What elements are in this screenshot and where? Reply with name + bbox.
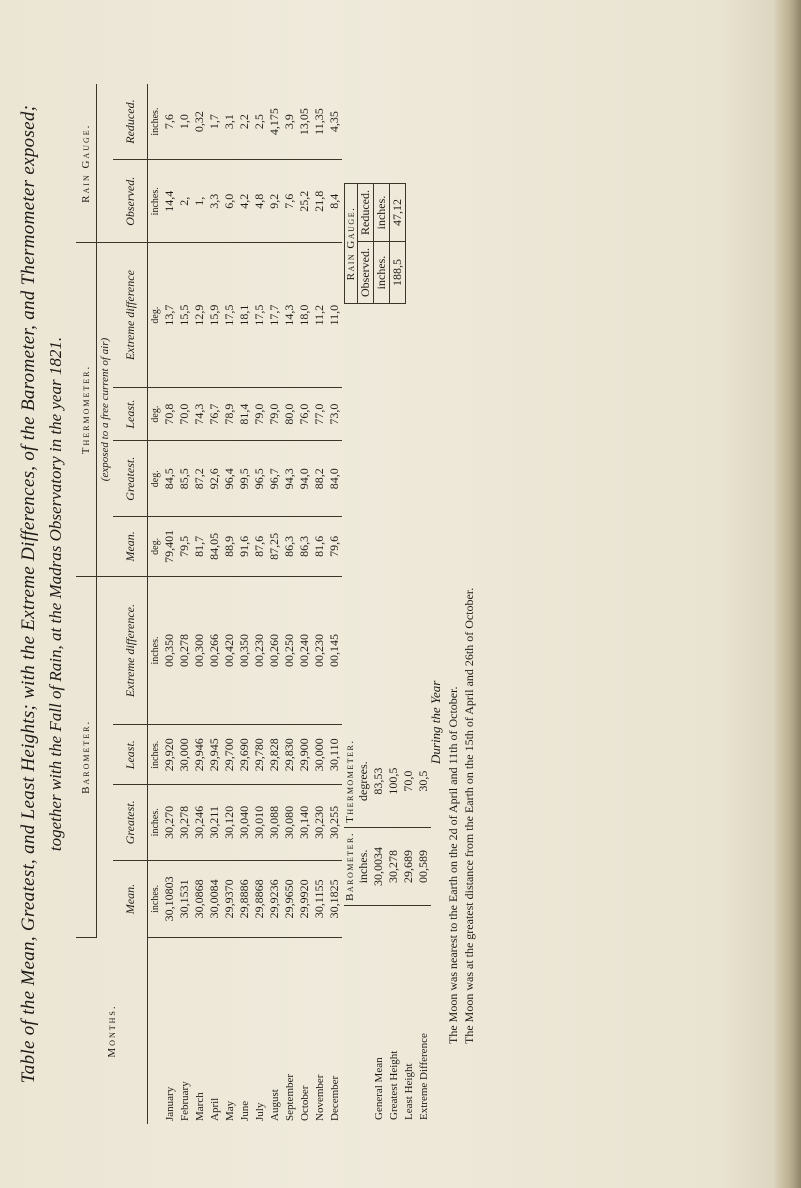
month-cell: June <box>238 1100 251 1121</box>
value-cell-r-obs: 4,8 <box>252 160 267 243</box>
value-cell-r-obs: 2, <box>177 160 192 243</box>
rain-observed-total: 188,5 <box>390 242 406 304</box>
value-cell-b-mean: 29,8886 <box>237 860 252 937</box>
value-cell-t-greatest: 88,2 <box>312 441 327 517</box>
observations-table <box>76 84 342 1124</box>
value-cell-t-greatest: 84,5 <box>162 441 177 517</box>
value-cell-b-diff: 00,145 <box>327 576 342 725</box>
value-cell-b-least: 30,000 <box>312 725 327 785</box>
value-cell-b-diff: 00,260 <box>267 576 282 725</box>
value-cell-t-mean: 79,6 <box>327 517 342 577</box>
unit-label: degrees. <box>356 735 371 827</box>
value-cell-t-greatest: 99,5 <box>237 441 252 517</box>
month-cell: December <box>328 1075 341 1121</box>
value-cell-b-diff: 00,230 <box>312 576 327 725</box>
value-cell-t-diff: 15,5 <box>177 243 192 387</box>
value-cell-r-obs: 25,2 <box>297 160 312 243</box>
rain-summary-header: Rain Gauge. <box>345 184 358 304</box>
summary-label: Least Height <box>402 1063 415 1120</box>
value-cell-b-least: 29,700 <box>222 725 237 785</box>
value-cell-t-diff: 13,7 <box>162 243 177 387</box>
summary-barometer-value: 30,278 <box>386 827 401 905</box>
value-cell-b-diff: 00,300 <box>192 576 207 725</box>
value-cell-r-obs: 21,8 <box>312 160 327 243</box>
unit-label: inches. <box>374 184 390 242</box>
value-cell-b-mean: 30,1531 <box>177 860 192 937</box>
table-row <box>297 84 312 1124</box>
value-cell-b-mean: 30,1155 <box>312 860 327 937</box>
value-cell-t-mean: 91,6 <box>237 517 252 577</box>
value-cell-r-obs: 1, <box>192 160 207 243</box>
table-row <box>162 84 177 1124</box>
value-cell-b-diff: 00,420 <box>222 576 237 725</box>
value-cell-t-least: 73,0 <box>327 387 342 441</box>
value-cell-b-greatest: 30,211 <box>207 784 222 860</box>
value-cell-b-diff: 00,266 <box>207 576 222 725</box>
value-cell-t-greatest: 96,5 <box>252 441 267 517</box>
t-least-header: Least. <box>113 387 148 441</box>
value-cell-b-greatest: 30,040 <box>237 784 252 860</box>
value-cell-b-mean: 29,9650 <box>282 860 297 937</box>
value-cell-t-diff: 14,3 <box>282 243 297 387</box>
month-cell: September <box>283 1073 296 1121</box>
value-cell-b-diff: 00,250 <box>282 576 297 725</box>
value-cell-t-greatest: 87,2 <box>192 441 207 517</box>
month-cell: April <box>208 1097 221 1121</box>
unit-label: inches. <box>148 576 163 725</box>
unit-label: deg. <box>148 441 163 517</box>
value-cell-t-mean: 81,7 <box>192 517 207 577</box>
value-cell-r-red: 3,9 <box>282 84 297 160</box>
value-cell-b-greatest: 30,120 <box>222 784 237 860</box>
summary-barometer-value: 30,0034 <box>371 827 386 905</box>
table-subtitle: together with the Fall of Rain, at the Madras Observatory in the year 1821. <box>46 336 65 852</box>
value-cell-t-greatest: 94,3 <box>282 441 297 517</box>
value-cell-t-diff: 17,5 <box>222 243 237 387</box>
summary-barometer-value: 29,689 <box>401 827 416 905</box>
unit-label: inches. <box>356 827 371 905</box>
value-cell-b-least: 29,900 <box>297 725 312 785</box>
summary-thermometer-value: 100,5 <box>386 735 401 827</box>
summary-row <box>386 735 401 1124</box>
unit-label: inches. <box>148 784 163 860</box>
value-cell-b-mean: 30,0084 <box>207 860 222 937</box>
value-cell-b-greatest: 30,255 <box>327 784 342 860</box>
value-cell-b-diff: 00,278 <box>177 576 192 725</box>
value-cell-t-greatest: 84,0 <box>327 441 342 517</box>
value-cell-t-mean: 79,401 <box>162 517 177 577</box>
summary-row <box>401 735 416 1124</box>
value-cell-b-mean: 30,0868 <box>192 860 207 937</box>
value-cell-b-least: 29,830 <box>282 725 297 785</box>
value-cell-t-mean: 84,05 <box>207 517 222 577</box>
value-cell-t-diff: 18,0 <box>297 243 312 387</box>
value-cell-t-diff: 11,2 <box>312 243 327 387</box>
rain-gauge-header: Rain Gauge. <box>76 84 97 243</box>
value-cell-t-least: 77,0 <box>312 387 327 441</box>
table-row <box>222 84 237 1124</box>
value-cell-b-least: 30,000 <box>177 725 192 785</box>
value-cell-r-obs: 14,4 <box>162 160 177 243</box>
summary-thermometer-value: 30,5 <box>416 735 431 827</box>
value-cell-t-least: 79,0 <box>252 387 267 441</box>
value-cell-t-mean: 86,3 <box>282 517 297 577</box>
summary-label: Extreme Difference <box>417 1033 430 1120</box>
barometer-header: Barometer. <box>76 576 97 937</box>
t-diff-header: Extreme difference <box>113 243 148 387</box>
summary-thermometer-header: Thermometer. <box>344 735 356 827</box>
value-cell-t-mean: 87,25 <box>267 517 282 577</box>
value-cell-r-red: 1,0 <box>177 84 192 160</box>
table-row <box>267 84 282 1124</box>
b-mean-header: Mean. <box>113 860 148 937</box>
rotated-table-area <box>10 24 770 1164</box>
summary-label: General Mean <box>372 1057 385 1120</box>
rain-observed-header: Observed. <box>358 242 374 304</box>
unit-label: inches. <box>374 242 390 304</box>
value-cell-r-red: 0,32 <box>192 84 207 160</box>
table-row <box>312 84 327 1124</box>
value-cell-t-mean: 79,5 <box>177 517 192 577</box>
month-cell: March <box>193 1092 206 1121</box>
value-cell-r-obs: 9,2 <box>267 160 282 243</box>
value-cell-t-diff: 11,0 <box>327 243 342 387</box>
r-reduced-header: Reduced. <box>113 84 148 160</box>
value-cell-r-red: 4,35 <box>327 84 342 160</box>
t-mean-header: Mean. <box>113 517 148 577</box>
unit-label: inches. <box>148 160 163 243</box>
value-cell-b-least: 29,690 <box>237 725 252 785</box>
table-title: Table of the Mean, Greatest, and Least Heights; with the Extreme Differences, of the Barometer, and Thermometer exposed; <box>18 104 39 1084</box>
value-cell-t-diff: 17,7 <box>267 243 282 387</box>
value-cell-t-least: 79,0 <box>267 387 282 441</box>
summary-thermometer-value: 70,0 <box>401 735 416 827</box>
value-cell-b-least: 29,828 <box>267 725 282 785</box>
month-cell: February <box>178 1081 191 1121</box>
book-gutter <box>775 0 801 1188</box>
moon-farthest-note: The Moon was at the greatest distance from the Earth on the 15th of April and 26th of October. <box>462 587 476 1044</box>
value-cell-b-greatest: 30,080 <box>282 784 297 860</box>
value-cell-r-red: 1,7 <box>207 84 222 160</box>
value-cell-t-least: 70,8 <box>162 387 177 441</box>
month-cell: November <box>313 1074 326 1121</box>
summary-thermometer-value: 83,53 <box>371 735 386 827</box>
value-cell-b-least: 29,945 <box>207 725 222 785</box>
value-cell-b-diff: 00,350 <box>237 576 252 725</box>
value-cell-t-diff: 12,9 <box>192 243 207 387</box>
rain-summary-table <box>344 183 406 304</box>
table-row <box>282 84 297 1124</box>
value-cell-b-greatest: 30,270 <box>162 784 177 860</box>
value-cell-r-red: 11,35 <box>312 84 327 160</box>
value-cell-r-red: 7,6 <box>162 84 177 160</box>
value-cell-b-greatest: 30,010 <box>252 784 267 860</box>
table-row <box>192 84 207 1124</box>
value-cell-t-mean: 88,9 <box>222 517 237 577</box>
value-cell-b-greatest: 30,088 <box>267 784 282 860</box>
summary-barometer-value: 00,589 <box>416 827 431 905</box>
value-cell-b-diff: 00,350 <box>162 576 177 725</box>
value-cell-r-obs: 4,2 <box>237 160 252 243</box>
value-cell-r-obs: 6,0 <box>222 160 237 243</box>
value-cell-t-least: 70,0 <box>177 387 192 441</box>
value-cell-r-obs: 7,6 <box>282 160 297 243</box>
unit-label: deg. <box>148 243 163 387</box>
thermometer-note: (exposed to a free current of air) <box>97 243 114 576</box>
value-cell-b-mean: 29,9920 <box>297 860 312 937</box>
value-cell-t-mean: 86,3 <box>297 517 312 577</box>
unit-label: inches. <box>148 725 163 785</box>
value-cell-r-red: 3,1 <box>222 84 237 160</box>
value-cell-t-least: 74,3 <box>192 387 207 441</box>
table-row <box>327 84 342 1124</box>
unit-label: inches. <box>148 84 163 160</box>
unit-label: deg. <box>148 387 163 441</box>
value-cell-b-least: 30,110 <box>327 725 342 785</box>
summary-barometer-header: Barometer. <box>344 827 356 905</box>
value-cell-r-red: 2,5 <box>252 84 267 160</box>
table-row <box>237 84 252 1124</box>
value-cell-b-greatest: 30,278 <box>177 784 192 860</box>
value-cell-r-red: 4,175 <box>267 84 282 160</box>
summary-label: Greatest Height <box>387 1050 400 1120</box>
value-cell-b-least: 29,780 <box>252 725 267 785</box>
value-cell-t-diff: 18,1 <box>237 243 252 387</box>
unit-label: deg. <box>148 517 163 577</box>
value-cell-t-least: 76,7 <box>207 387 222 441</box>
value-cell-t-greatest: 96,7 <box>267 441 282 517</box>
value-cell-r-obs: 8,4 <box>327 160 342 243</box>
value-cell-t-greatest: 94,0 <box>297 441 312 517</box>
value-cell-b-greatest: 30,230 <box>312 784 327 860</box>
value-cell-b-least: 29,920 <box>162 725 177 785</box>
value-cell-b-greatest: 30,140 <box>297 784 312 860</box>
value-cell-t-mean: 87,6 <box>252 517 267 577</box>
b-diff-header: Extreme difference. <box>113 576 148 725</box>
value-cell-b-greatest: 30,246 <box>192 784 207 860</box>
value-cell-b-mean: 29,8868 <box>252 860 267 937</box>
rain-reduced-header: Reduced. <box>358 184 374 242</box>
value-cell-b-diff: 00,240 <box>297 576 312 725</box>
moon-nearest-note: The Moon was nearest to the Earth on the 2d of April and 11th of October. <box>446 686 460 1044</box>
value-cell-t-least: 81,4 <box>237 387 252 441</box>
value-cell-r-red: 13,05 <box>297 84 312 160</box>
value-cell-t-diff: 17,5 <box>252 243 267 387</box>
table-row <box>177 84 192 1124</box>
value-cell-t-least: 80,0 <box>282 387 297 441</box>
b-least-header: Least. <box>113 725 148 785</box>
value-cell-t-diff: 15,9 <box>207 243 222 387</box>
value-cell-b-mean: 29,9236 <box>267 860 282 937</box>
value-cell-t-least: 78,9 <box>222 387 237 441</box>
table-row <box>207 84 222 1124</box>
summary-row <box>371 735 386 1124</box>
t-greatest-header: Greatest. <box>113 441 148 517</box>
unit-label: inches. <box>148 860 163 937</box>
month-cell: August <box>268 1089 281 1121</box>
month-cell: July <box>253 1102 266 1121</box>
thermometer-header: Thermometer. <box>76 243 97 576</box>
value-cell-b-mean: 29,9370 <box>222 860 237 937</box>
value-cell-r-obs: 3,3 <box>207 160 222 243</box>
value-cell-t-greatest: 85,5 <box>177 441 192 517</box>
month-cell: October <box>298 1085 311 1121</box>
value-cell-t-mean: 81,6 <box>312 517 327 577</box>
rain-reduced-total: 47,12 <box>390 184 406 242</box>
summary-table <box>344 735 431 1124</box>
value-cell-b-least: 29,946 <box>192 725 207 785</box>
value-cell-b-diff: 00,230 <box>252 576 267 725</box>
value-cell-b-mean: 30,10803 <box>162 860 177 937</box>
month-cell: January <box>163 1086 176 1121</box>
value-cell-t-greatest: 92,6 <box>207 441 222 517</box>
months-header: Months. <box>76 938 148 1125</box>
r-observed-header: Observed. <box>113 160 148 243</box>
table-row <box>252 84 267 1124</box>
value-cell-t-greatest: 96,4 <box>222 441 237 517</box>
during-year-heading: During the Year <box>428 680 443 764</box>
value-cell-r-red: 2,2 <box>237 84 252 160</box>
value-cell-b-mean: 30,1825 <box>327 860 342 937</box>
summary-row <box>416 735 431 1124</box>
b-greatest-header: Greatest. <box>113 784 148 860</box>
month-cell: May <box>223 1100 236 1121</box>
value-cell-t-least: 76,0 <box>297 387 312 441</box>
